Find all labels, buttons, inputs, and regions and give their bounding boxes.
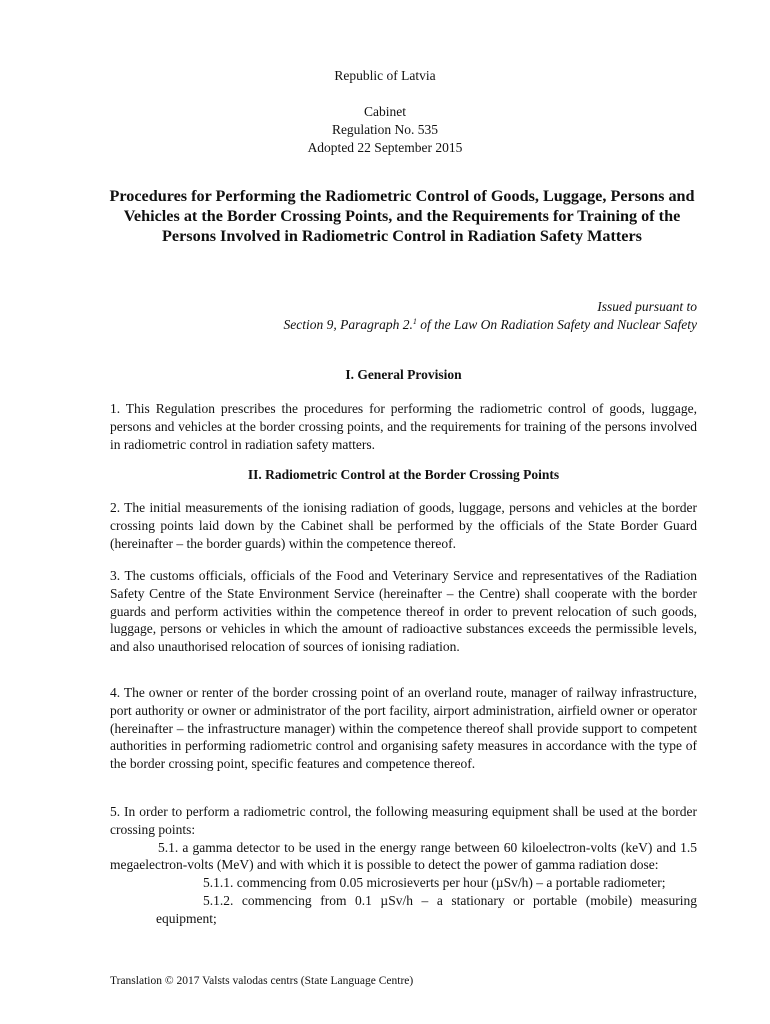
paragraph-5-block [110, 803, 697, 928]
issued-superscript: 1 [412, 317, 417, 326]
paragraph-4-block [110, 684, 697, 773]
issued-reference: Section 9, Paragraph 2. [283, 317, 413, 332]
translation-footer: Translation © 2017 Valsts valodas centrs (State Language Centre) [110, 975, 414, 987]
paragraph-5: 5. In order to perform a radiometric control, the following measuring equipment shall be used at the border crossing points: [110, 804, 697, 837]
section-heading-1: I. General Provision [345, 367, 462, 382]
paragraph-1-block [110, 400, 697, 453]
paragraph-5-1: 5.1. a gamma detector to be used in the energy range between 60 kiloelectron-volts (keV) and 1.5 megaelectron-volts (MeV) and with which it is possible to detect the power of gamma radiation dose: [110, 839, 697, 873]
issued-line-1: Issued pursuant to [597, 299, 697, 314]
paragraph-5-1-2: 5.1.2. commencing from 0.1 µSv/h – a stationary or portable (mobile) measuring equipment; [156, 892, 697, 926]
issued-law-name: of the Law On Radiation Safety and Nuclear Safety [416, 317, 697, 332]
paragraph-1: 1. This Regulation prescribes the procedures for performing the radiometric control of goods, luggage, persons and vehicles at the border crossing points, and the requirements for training of the persons involved in radiometric control in radiation safety matters. [110, 401, 697, 452]
regulation-number: Regulation No. 535 [331, 122, 439, 137]
paragraph-5-1-1: 5.1.1. commencing from 0.05 microsieverts per hour (µSv/h) – a portable radiometer; [203, 875, 666, 891]
section-heading-2: II. Radiometric Control at the Border Crossing Points [247, 467, 560, 482]
issuing-body: Cabinet [364, 104, 406, 119]
issued-line-2 [284, 316, 697, 334]
paragraph-2-block [110, 499, 697, 552]
country-name: Republic of Latvia [334, 68, 436, 83]
paragraph-3: 3. The customs officials, officials of the Food and Veterinary Service and representatives of the Radiation Safety Centre of the State Environment Service (hereinafter – the Centre) shall cooperate with the border guards and perform activities within the competence thereof in order to prevent relocation of such goods, luggage, persons or vehicles in which the amount of radioactive substances exceeds the permissible levels, and also unauthorised relocation of sources of ionising radiation. [110, 568, 697, 655]
paragraph-3-block [110, 567, 697, 656]
paragraph-4: 4. The owner or renter of the border crossing point of an overland route, manager of railway infrastructure, port authority or owner or administrator of the port facility, airport administration, airfield owner or operator (hereinafter – the infrastructure manager) within the competence thereof shall provide support to competent authorities in performing radiometric control and organising safety measures in accordance with the type of the border crossing point, specific features and competence thereof. [110, 685, 697, 772]
issued-pursuant [284, 298, 697, 334]
document-header [0, 67, 770, 157]
paragraph-2: 2. The initial measurements of the ionising radiation of goods, luggage, persons and vehicles at the border crossing points laid down by the Cabinet shall be performed by the officials of the State Border Guard (hereinafter – the border guards) within the competence thereof. [110, 500, 697, 551]
document-title: Procedures for Performing the Radiometric Control of Goods, Luggage, Persons and Vehicles at the Border Crossing Points, and the Requirements for Training of the Persons Involved in Radiometric Control in Radiation Safety Matters [109, 187, 695, 245]
adoption-date: Adopted 22 September 2015 [307, 140, 463, 155]
